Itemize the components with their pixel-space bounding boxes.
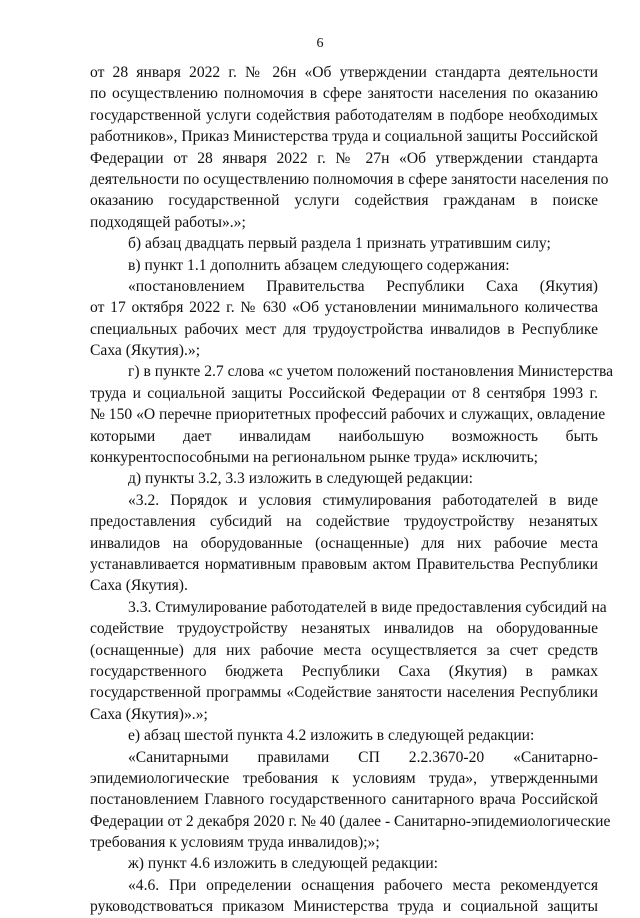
text-line: устанавливается нормативным правовым актом Правительства Республики bbox=[90, 555, 598, 573]
document-body bbox=[90, 62, 614, 918]
text-line: 3.3. Стимулирование работодателей в виде предоставления субсидий на bbox=[128, 598, 607, 616]
text-line: инвалидов на оборудованные (оснащенные) для них рабочие места bbox=[90, 534, 598, 552]
text-line: Федерации от 28 января 2022 г. № 27н «Об утверждении стандарта bbox=[90, 149, 598, 167]
page-number: 6 bbox=[316, 36, 324, 51]
text-line: требования к условиям труда инвалидов);»; bbox=[90, 834, 380, 852]
text-line: конкурентоспособными на региональном рынке труда» исключить; bbox=[90, 449, 539, 467]
text-line: от 28 января 2022 г. № 26н «Об утверждении стандарта деятельности bbox=[90, 64, 598, 81]
text-line: деятельности по осуществлению полномочия в сфере занятости населения по bbox=[90, 170, 609, 188]
text-line: оказанию государственной услуги содействия гражданам в поиске bbox=[90, 192, 598, 210]
text-line: г) в пункте 2.7 слова «с учетом положений постановления Министерства bbox=[128, 363, 614, 381]
text-line: специальных рабочих мест для трудоустройства инвалидов в Республике bbox=[90, 320, 598, 338]
text-line: б) абзац двадцать первый раздела 1 признать утратившим силу; bbox=[128, 235, 551, 253]
text-line: Саха (Якутия)».»; bbox=[90, 705, 208, 723]
text-line: работников», Приказ Министерства труда и социальной защиты Российской bbox=[90, 128, 598, 146]
text-line: государственного бюджета Республики Саха (Якутия) в рамках bbox=[90, 662, 598, 680]
text-line: от 17 октября 2022 г. № 630 «Об установлении минимального количества bbox=[90, 299, 598, 317]
text-line: Федерации от 2 декабря 2020 г. № 40 (далее - Санитарно-эпидемиологические bbox=[90, 812, 611, 830]
text-line: ж) пункт 4.6 изложить в следующей редакции: bbox=[128, 855, 439, 873]
text-line: д) пункты 3.2, 3.3 изложить в следующей редакции: bbox=[128, 470, 473, 488]
text-line: эпидемиологические требования к условиям труда», утвержденными bbox=[90, 769, 598, 787]
text-line: государственной программы «Содействие занятости населения Республики bbox=[90, 684, 598, 702]
text-line: «Санитарными правилами СП 2.2.3670-20 «Санитарно- bbox=[128, 748, 598, 766]
text-line: содействие трудоустройству незанятых инвалидов на оборудованные bbox=[90, 620, 598, 638]
text-line: Саха (Якутия). bbox=[90, 577, 188, 595]
text-line: подходящей работы».»; bbox=[90, 213, 246, 231]
text-line: труда и социальной защиты Российской Федерации от 8 сентября 1993 г. bbox=[90, 384, 598, 402]
text-line: предоставления субсидий на содействие трудоустройству незанятых bbox=[90, 513, 598, 531]
text-line: «3.2. Порядок и условия стимулирования работодателей в виде bbox=[128, 491, 598, 509]
text-line: № 150 «О перечне приоритетных профессий рабочих и служащих, овладение bbox=[90, 406, 606, 424]
text-line: государственной услуги содействия работодателям в подборе необходимых bbox=[90, 106, 598, 124]
text-line: е) абзац шестой пункта 4.2 изложить в следующей редакции: bbox=[128, 727, 535, 745]
text-line: Саха (Якутия).»; bbox=[90, 342, 201, 360]
text-line: «постановлением Правительства Республики Саха (Якутия) bbox=[128, 277, 598, 295]
text-line: по осуществлению полномочия в сфере занятости населения по оказанию bbox=[90, 85, 598, 103]
text-line: в) пункт 1.1 дополнить абзацем следующего содержания: bbox=[128, 256, 510, 274]
text-line: «4.6. При определении оснащения рабочего места рекомендуется bbox=[128, 876, 598, 894]
text-line: (оснащенные) для них рабочие места осуществляется за счет средств bbox=[90, 641, 598, 659]
text-line: руководствоваться приказом Министерства труда и социальной защиты bbox=[90, 898, 598, 916]
text-line: постановлением Главного государственного санитарного врача Российской bbox=[90, 791, 598, 809]
text-line: которыми дает инвалидам наибольшую возможность быть bbox=[90, 427, 598, 445]
